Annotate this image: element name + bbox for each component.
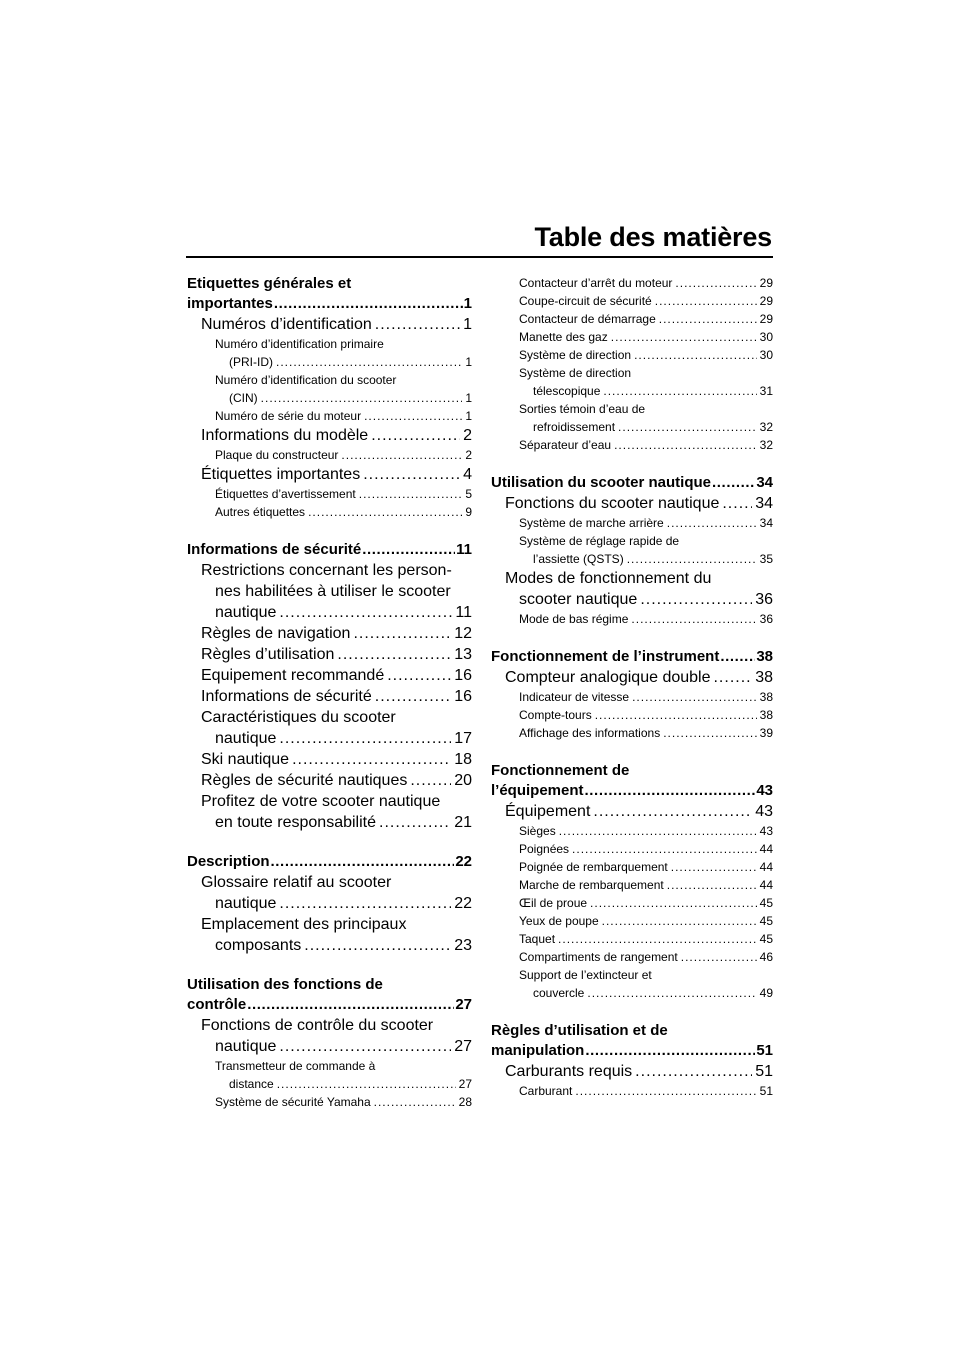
toc-page-number: 39 [759,726,773,740]
toc-subentry[interactable] [491,400,773,436]
toc-entry-title: nautique [215,895,277,912]
toc-entry-title: Numéros d’identification [201,316,372,333]
toc-entry-title: Compartiments de rangement [519,950,678,964]
toc-page-number: 45 [759,914,773,928]
toc-subentry[interactable] [491,822,773,840]
toc-entry-title: Informations de sécurité [201,688,372,705]
toc-chapter[interactable] [187,749,472,770]
toc-page-number: 38 [755,669,773,686]
toc-subentry[interactable] [491,310,773,328]
toc-entry-title: Taquet [519,932,556,946]
toc-entry-title: distance [229,1077,274,1091]
dot-leader [720,647,755,667]
toc-page-number: 34 [759,516,773,530]
toc-subentry[interactable] [491,858,773,876]
toc-entry-title: Fonctionnement de l’instrument [491,648,720,665]
toc-subentry[interactable] [491,706,773,724]
toc-chapter[interactable] [491,1061,773,1082]
toc-entry-title: Numéro de série du moteur [215,409,362,423]
toc-page-number: 17 [454,730,472,747]
toc-chapter[interactable] [491,568,773,610]
toc-page-number: 35 [759,552,773,566]
title-rule [186,256,773,258]
dot-leader [614,436,757,454]
toc-subentry[interactable] [491,1082,773,1100]
dot-leader [572,840,757,858]
toc-entry-title: Ski nautique [201,751,290,768]
toc-entry-title: Utilisation des fonctions de [187,976,383,993]
toc-page-number: 2 [465,448,472,462]
toc-page-number: 28 [458,1095,472,1109]
toc-page-number: 46 [759,950,773,964]
toc-subentry[interactable] [491,328,773,346]
dot-leader [722,493,752,514]
toc-entry-title: Support de l’extincteur et [519,968,652,982]
dot-leader [279,602,452,623]
toc-entry-title: Plaque du constructeur [215,448,339,462]
toc-entry-title: Règles d’utilisation et de [491,1022,668,1039]
page-title: Table des matières [534,222,772,252]
toc-page-number: 34 [756,474,773,491]
dot-leader [585,781,756,801]
dot-leader [671,858,757,876]
toc-entry-title: Équipement [505,803,591,820]
toc-chapter[interactable] [187,707,472,749]
toc-page-number: 45 [759,896,773,910]
section-gap [491,454,773,473]
toc-chapter[interactable] [187,464,472,485]
dot-leader [559,822,757,840]
toc-subentry[interactable] [491,948,773,966]
dot-leader [712,473,755,493]
toc-chapter[interactable] [187,686,472,707]
toc-page-number: 27 [458,1077,472,1091]
toc-page-number: 36 [759,612,773,626]
toc-entry-title: Sorties témoin d’eau de [519,402,646,416]
dot-leader [271,852,455,872]
dot-leader [603,382,756,400]
dot-leader [375,314,460,335]
dot-leader [379,812,451,833]
toc-chapter[interactable] [187,1015,472,1057]
toc-entry-title: Numéro d’identification du scooter [215,373,397,387]
toc-entry-title: Caractéristiques du scooter [201,709,396,726]
toc-entry-title: Contacteur d’arrêt du moteur [519,276,673,290]
dot-leader [247,995,454,1015]
toc-entry-title: composants [215,937,302,954]
toc-entry-title: Equipement recommandé [201,667,385,684]
dot-leader [634,346,757,364]
toc-chapter[interactable] [491,493,773,514]
toc-subentry[interactable] [491,610,773,628]
toc-entry-title: Séparateur d’eau [519,438,612,452]
toc-entry-title: scooter nautique [519,591,638,608]
toc-subentry[interactable] [491,532,773,568]
toc-subentry[interactable] [491,840,773,858]
toc-page-number: 1 [463,295,472,312]
toc-entry-title: Système de sécurité Yamaha [215,1095,371,1109]
toc-page-number: 32 [759,420,773,434]
toc-subentry[interactable] [491,514,773,532]
toc-chapter[interactable] [187,791,472,833]
toc-entry-title: Carburant [519,1084,573,1098]
toc-subentry[interactable] [491,876,773,894]
toc-page-number: 4 [463,466,472,483]
toc-subentry[interactable] [491,364,773,400]
toc-entry-title: importantes [187,295,273,312]
toc-page-number: 12 [454,625,472,642]
toc-page-number: 44 [759,860,773,874]
toc-page-number: 20 [454,772,472,789]
toc-subentry[interactable] [491,724,773,742]
toc-entry-title: nes habilitées à utiliser le scooter [215,583,451,600]
toc-section[interactable] [187,274,472,314]
toc-entry-title: Profitez de votre scooter nautique [201,793,441,810]
toc-page-number: 30 [759,348,773,362]
toc-entry-title: Système de direction [519,348,632,362]
dot-leader [375,686,451,707]
toc-subentry[interactable] [491,274,773,292]
toc-entry-title: Système de marche arrière [519,516,664,530]
toc-page-number: 36 [755,591,773,608]
toc-section[interactable] [491,1021,773,1061]
toc-entry-title: (PRI-ID) [229,355,273,369]
toc-entry-title: Contacteur de démarrage [519,312,656,326]
dot-leader [359,485,463,503]
dot-leader [632,688,757,706]
toc-page-number: 43 [756,782,773,799]
toc-entry-title: télescopique [533,384,601,398]
dot-leader [618,418,757,436]
toc-page-number: 1 [465,391,472,405]
toc-page-number: 27 [455,996,472,1013]
toc-entry-title: Coupe-circuit de sécurité [519,294,652,308]
toc-chapter[interactable] [187,644,472,665]
toc-section[interactable] [187,540,472,560]
dot-leader [261,389,463,407]
toc-chapter[interactable] [187,665,472,686]
toc-entry-title: Marche de rembarquement [519,878,664,892]
dot-leader [659,310,757,328]
toc-page-number: 22 [454,895,472,912]
toc-entry-title: Étiquettes d’avertissement [215,487,356,501]
toc-subentry[interactable] [187,1093,472,1111]
dot-leader [663,724,756,742]
toc-entry-title: Manette des gaz [519,330,608,344]
dot-leader [655,292,757,310]
toc-page-number: 49 [759,986,773,1000]
toc-entry-title: Étiquettes importantes [201,466,361,483]
dot-leader [635,1061,752,1082]
toc-subentry[interactable] [491,966,773,1002]
toc-entry-title: Carburants requis [505,1063,633,1080]
section-gap [491,742,773,761]
toc-page-number: 11 [456,541,472,558]
toc-chapter[interactable] [491,801,773,822]
toc-subentry[interactable] [187,407,472,425]
toc-entry-title: Poignée de rembarquement [519,860,668,874]
toc-section[interactable] [491,647,773,667]
toc-page-number: 21 [454,814,472,831]
toc-entry-title: Fonctions de contrôle du scooter [201,1017,434,1034]
toc-page-number: 1 [465,409,472,423]
toc-entry-title: (CIN) [229,391,258,405]
dot-leader [675,274,756,292]
toc-entry-title: Mode de bas régime [519,612,629,626]
toc-subentry[interactable] [187,335,472,371]
dot-leader [279,893,451,914]
dot-leader [558,930,757,948]
toc-page-number: 1 [465,355,472,369]
toc-entry-title: Fonctions du scooter nautique [505,495,720,512]
toc-entry-title: Règles de navigation [201,625,351,642]
toc-entry-title: Informations du modèle [201,427,369,444]
dot-leader [308,503,462,521]
toc-page-number: 23 [454,937,472,954]
dot-leader [631,610,756,628]
toc-chapter[interactable] [187,914,472,956]
toc-chapter[interactable] [187,314,472,335]
toc-entry-title: Règles d’utilisation [201,646,335,663]
toc-entry-title: Yeux de poupe [519,914,599,928]
toc-subentry[interactable] [491,436,773,454]
toc-page-number: 38 [759,690,773,704]
dot-leader [627,550,757,568]
toc-section[interactable] [491,473,773,493]
toc-chapter[interactable] [491,667,773,688]
toc-entry-title: nautique [215,1038,277,1055]
dot-leader [681,948,757,966]
dot-leader [585,1041,755,1061]
toc-entry-title: Système de direction [519,366,632,380]
toc-entry-title: Emplacement des principaux [201,916,407,933]
toc-page-number: 18 [454,751,472,768]
toc-subentry[interactable] [187,446,472,464]
toc-chapter[interactable] [187,425,472,446]
toc-entry-title: Fonctionnement de [491,762,630,779]
section-gap [491,628,773,647]
toc-entry-title: refroidissement [533,420,616,434]
dot-leader [387,665,451,686]
toc-entry-title: nautique [215,730,277,747]
dot-leader [276,353,462,371]
dot-leader [362,540,455,560]
section-gap [187,521,472,540]
toc-page-number: 38 [759,708,773,722]
toc-entry-title: Transmetteur de commande à [215,1059,376,1073]
toc-entry-title: Informations de sécurité [187,541,362,558]
dot-leader [667,876,757,894]
toc-page-number: 43 [759,824,773,838]
toc-page-number: 51 [756,1042,773,1059]
toc-page-number: 29 [759,312,773,326]
toc-page-number: 16 [454,667,472,684]
toc-section[interactable] [187,975,472,1015]
toc-page-number: 43 [755,803,773,820]
toc-entry-title: Numéro d’identification primaire [215,337,384,351]
dot-leader [341,446,462,464]
dot-leader [587,984,756,1002]
dot-leader [371,425,460,446]
toc-subentry[interactable] [491,292,773,310]
toc-page-number: 1 [463,316,472,333]
section-gap [187,833,472,852]
toc-subentry[interactable] [187,371,472,407]
toc-column-right [491,274,773,1100]
toc-subentry[interactable] [491,688,773,706]
toc-entry-title: Poignées [519,842,570,856]
dot-leader [410,770,451,791]
toc-entry-title: en toute responsabilité [215,814,376,831]
toc-page-number: 22 [455,853,472,870]
toc-page-number: 27 [454,1038,472,1055]
dot-leader [611,328,757,346]
dot-leader [640,589,752,610]
dot-leader [337,644,451,665]
toc-page-number: 38 [756,648,773,665]
toc-section[interactable] [187,852,472,872]
toc-entry-title: Description [187,853,270,870]
dot-leader [713,667,752,688]
dot-leader [353,623,451,644]
toc-page-number: 30 [759,330,773,344]
toc-page-number: 29 [759,294,773,308]
toc-page-number: 31 [759,384,773,398]
toc-entry-title: Glossaire relatif au scooter [201,874,392,891]
toc-entry-title: contrôle [187,996,247,1013]
toc-chapter[interactable] [187,560,472,623]
toc-column-left [187,274,472,1111]
toc-entry-title: Etiquettes générales et [187,275,352,292]
toc-subentry[interactable] [187,503,472,521]
dot-leader [364,407,462,425]
toc-entry-title: Utilisation du scooter nautique [491,474,712,491]
toc-entry-title: Indicateur de vitesse [519,690,630,704]
dot-leader [602,912,757,930]
toc-subentry[interactable] [187,485,472,503]
dot-leader [279,728,451,749]
toc-page-number: 29 [759,276,773,290]
toc-entry-title: Autres étiquettes [215,505,306,519]
toc-page-number: 2 [463,427,472,444]
toc-chapter[interactable] [187,872,472,914]
toc-chapter[interactable] [187,770,472,791]
dot-leader [595,706,757,724]
toc-subentry[interactable] [187,1057,472,1093]
toc-page-number: 13 [454,646,472,663]
dot-leader [279,1036,451,1057]
toc-entry-title: l’assiette (QSTS) [533,552,624,566]
toc-page-number: 5 [465,487,472,501]
toc-entry-title: Sièges [519,824,556,838]
toc-entry-title: Compte-tours [519,708,592,722]
toc-entry-title: Modes de fonctionnement du [505,570,712,587]
toc-page-number: 34 [755,495,773,512]
toc-page-number: 11 [455,604,472,621]
toc-entry-title: l’équipement [491,782,584,799]
toc-entry-title: manipulation [491,1042,585,1059]
toc-subentry[interactable] [491,930,773,948]
toc-entry-title: Règles de sécurité nautiques [201,772,408,789]
dot-leader [374,1093,456,1111]
toc-section[interactable] [491,761,773,801]
dot-leader [575,1082,756,1100]
toc-entry-title: couvercle [533,986,585,1000]
toc-subentry[interactable] [491,894,773,912]
dot-leader [292,749,451,770]
toc-page-number: 45 [759,932,773,946]
toc-entry-title: Œil de proue [519,896,588,910]
section-gap [491,1002,773,1021]
dot-leader [274,294,463,314]
toc-page-number: 16 [454,688,472,705]
toc-page-number: 9 [465,505,472,519]
dot-leader [593,801,752,822]
toc-page-number: 44 [759,842,773,856]
toc-entry-title: nautique [215,604,277,621]
dot-leader [277,1075,456,1093]
toc-page-number: 51 [755,1063,773,1080]
toc-entry-title: Restrictions concernant les person- [201,562,452,579]
toc-entry-title: Affichage des informations [519,726,661,740]
dot-leader [363,464,460,485]
dot-leader [667,514,757,532]
toc-page-number: 51 [759,1084,773,1098]
section-gap [187,956,472,975]
dot-leader [590,894,757,912]
toc-page-number: 44 [759,878,773,892]
toc-page-number: 32 [759,438,773,452]
toc-subentry[interactable] [491,912,773,930]
toc-entry-title: Système de réglage rapide de [519,534,680,548]
toc-subentry[interactable] [491,346,773,364]
toc-entry-title: Compteur analogique double [505,669,711,686]
toc-chapter[interactable] [187,623,472,644]
dot-leader [304,935,451,956]
